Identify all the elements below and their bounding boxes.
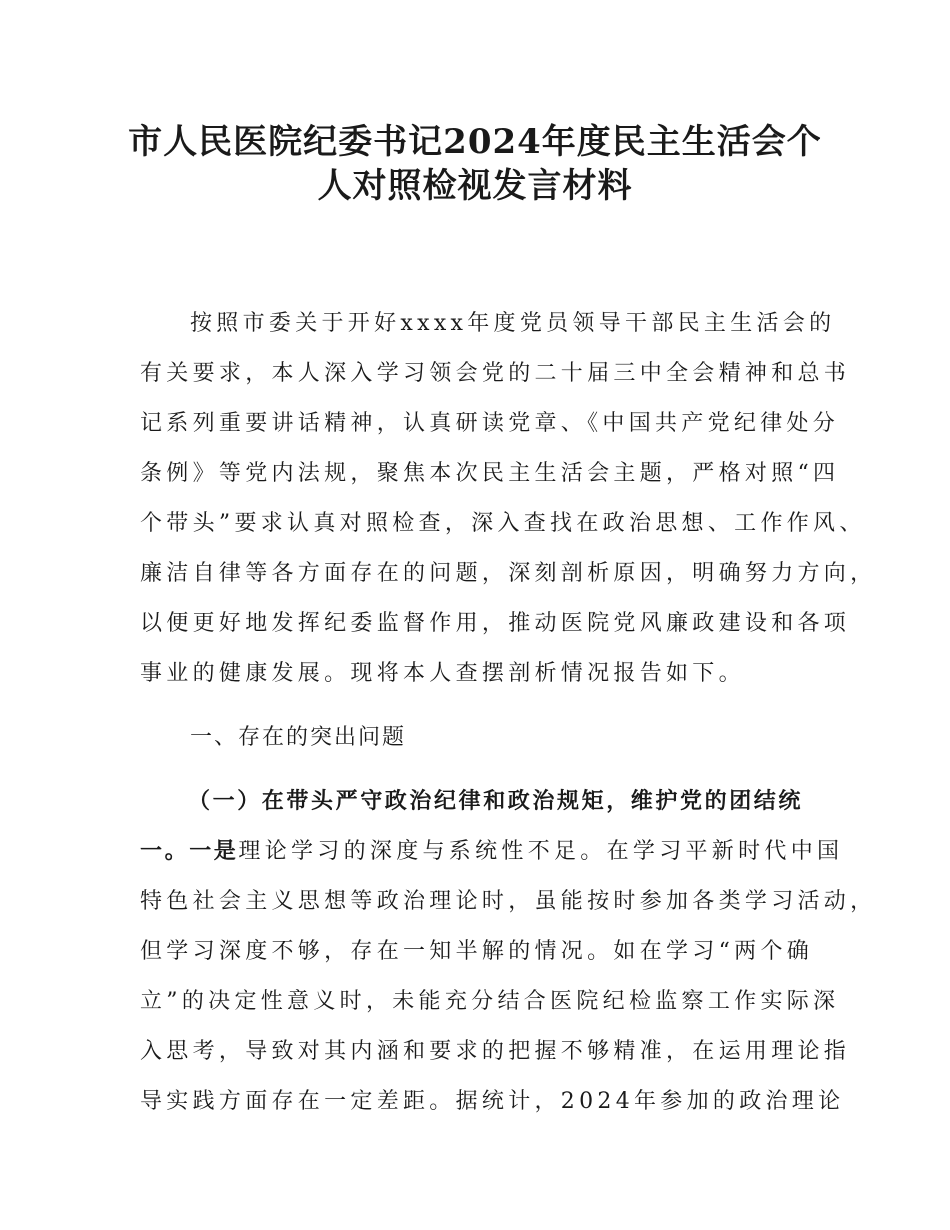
body-line: 立”的决定性意义时，未能充分结合医院纪检监察工作实际深 [140,989,840,1014]
intro-paragraph-line: 廉洁自律等各方面存在的问题，深刻剖析原因，明确努力方向， [140,561,877,586]
intro-paragraph-line: 以便更好地发挥纪委监督作用，推动医院党风廉政建设和各项 [140,611,851,636]
intro-paragraph-line: 记系列重要讲话精神，认真研读党章、《中国共产党纪律处分 [140,411,840,436]
subsection-heading: （一）在带头严守政治纪律和政治规矩，维护党的团结统 [188,789,804,814]
intro-paragraph-line: 按照市委关于开好xxxx年度党员领导干部民主生活会的 [190,311,836,336]
document-title-line-1: 市人民医院纪委书记2024年度民主生活会个 [128,122,822,162]
point-label: 一。一是 [140,839,239,864]
body-line: 导实践方面存在一定差距。据统计，2024年参加的政治理论 [140,1089,845,1114]
section-heading: 一、存在的突出问题 [190,725,407,750]
intro-paragraph-line: 事业的健康发展。现将本人查摆剖析情况报告如下。 [140,661,745,686]
intro-paragraph-line: 条例》等党内法规，聚焦本次民主生活会主题，严格对照“四 [140,461,840,486]
point-text: 理论学习的深度与系统性不足。在学习平新时代中国 [238,839,844,864]
intro-paragraph-line: 有关要求，本人深入学习领会党的二十届三中全会精神和总书 [140,361,851,386]
body-line: 入思考，导致对其内涵和要求的把握不够精准，在运用理论指 [140,1039,851,1064]
body-line [140,835,844,869]
document-title-line-2: 人对照检视发言材料 [317,166,633,206]
body-line: 但学习深度不够，存在一知半解的情况。如在学习“两个确 [140,939,814,964]
intro-paragraph-line: 个带头”要求认真对照检查，深入查找在政治思想、工作作风、 [140,511,866,536]
body-line: 特色社会主义思想等政治理论时，虽能按时参加各类学习活动， [140,889,877,914]
